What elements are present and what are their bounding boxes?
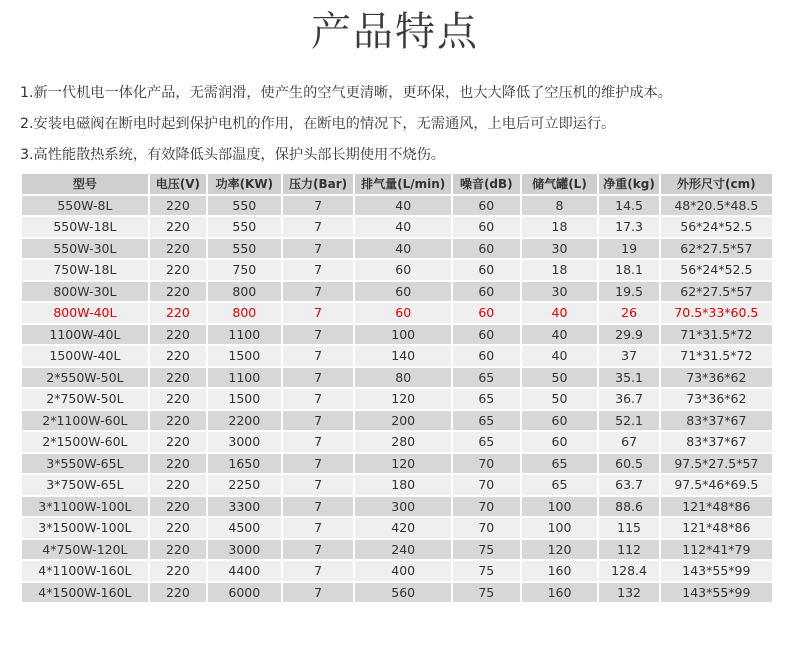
cell-power: 2250 <box>208 475 281 495</box>
cell-net-weight: 29.9 <box>599 325 658 345</box>
cell-noise: 75 <box>453 561 520 581</box>
cell-model: 1500W-40L <box>22 346 148 366</box>
feature-item: 3.高性能散热系统，有效降低头部温度，保护头部长期使用不烧伤。 <box>20 147 445 163</box>
cell-tank: 30 <box>522 282 598 302</box>
cell-dimensions: 112*41*79 <box>661 540 772 560</box>
cell-power: 550 <box>208 217 281 237</box>
cell-air-delivery: 60 <box>355 282 451 302</box>
cell-model: 550W-8L <box>22 196 148 216</box>
cell-dimensions: 56*24*52.5 <box>661 260 772 280</box>
cell-voltage: 220 <box>150 325 206 345</box>
cell-dimensions: 121*48*86 <box>661 518 772 538</box>
cell-dimensions: 62*27.5*57 <box>661 282 772 302</box>
cell-net-weight: 132 <box>599 583 658 603</box>
cell-model: 4*1500W-160L <box>22 583 148 603</box>
cell-air-delivery: 140 <box>355 346 451 366</box>
cell-pressure: 7 <box>283 518 354 538</box>
cell-air-delivery: 40 <box>355 239 451 259</box>
cell-power: 3000 <box>208 540 281 560</box>
cell-pressure: 7 <box>283 389 354 409</box>
header-dimensions: 外形尺寸(cm) <box>661 174 772 194</box>
cell-power: 1650 <box>208 454 281 474</box>
cell-pressure: 7 <box>283 217 354 237</box>
cell-voltage: 220 <box>150 346 206 366</box>
cell-tank: 18 <box>522 217 598 237</box>
cell-dimensions: 73*36*62 <box>661 368 772 388</box>
header-noise: 噪音(dB) <box>453 174 520 194</box>
cell-air-delivery: 60 <box>355 260 451 280</box>
cell-power: 6000 <box>208 583 281 603</box>
cell-noise: 60 <box>453 303 520 323</box>
cell-net-weight: 63.7 <box>599 475 658 495</box>
table-row <box>22 583 772 603</box>
cell-dimensions: 56*24*52.5 <box>661 217 772 237</box>
header-tank: 储气罐(L) <box>522 174 598 194</box>
cell-dimensions: 143*55*99 <box>661 561 772 581</box>
cell-noise: 60 <box>453 325 520 345</box>
cell-dimensions: 121*48*86 <box>661 497 772 517</box>
cell-net-weight: 112 <box>599 540 658 560</box>
table-row <box>22 561 772 581</box>
header-voltage: 电压(V) <box>150 174 206 194</box>
cell-model: 2*750W-50L <box>22 389 148 409</box>
table-row <box>22 303 772 323</box>
cell-tank: 65 <box>522 475 598 495</box>
cell-noise: 70 <box>453 475 520 495</box>
cell-net-weight: 37 <box>599 346 658 366</box>
cell-tank: 40 <box>522 346 598 366</box>
cell-noise: 60 <box>453 239 520 259</box>
cell-power: 550 <box>208 239 281 259</box>
cell-tank: 120 <box>522 540 598 560</box>
cell-dimensions: 83*37*67 <box>661 432 772 452</box>
table-row <box>22 325 772 345</box>
cell-power: 1100 <box>208 325 281 345</box>
cell-air-delivery: 560 <box>355 583 451 603</box>
cell-net-weight: 60.5 <box>599 454 658 474</box>
cell-dimensions: 97.5*27.5*57 <box>661 454 772 474</box>
cell-model: 3*1100W-100L <box>22 497 148 517</box>
cell-voltage: 220 <box>150 389 206 409</box>
cell-voltage: 220 <box>150 454 206 474</box>
table-row <box>22 217 772 237</box>
cell-air-delivery: 120 <box>355 454 451 474</box>
cell-noise: 60 <box>453 260 520 280</box>
cell-power: 4400 <box>208 561 281 581</box>
cell-model: 2*1100W-60L <box>22 411 148 431</box>
header-air-delivery: 排气量(L/min) <box>355 174 451 194</box>
cell-tank: 100 <box>522 497 598 517</box>
cell-dimensions: 71*31.5*72 <box>661 325 772 345</box>
cell-tank: 18 <box>522 260 598 280</box>
cell-voltage: 220 <box>150 583 206 603</box>
cell-noise: 75 <box>453 583 520 603</box>
cell-net-weight: 115 <box>599 518 658 538</box>
cell-air-delivery: 60 <box>355 303 451 323</box>
cell-tank: 8 <box>522 196 598 216</box>
header-pressure: 压力(Bar) <box>283 174 354 194</box>
feature-item: 2.安装电磁阀在断电时起到保护电机的作用，在断电的情况下，无需通风，上电后可立即运行。 <box>20 116 616 132</box>
cell-dimensions: 70.5*33*60.5 <box>661 303 772 323</box>
cell-air-delivery: 100 <box>355 325 451 345</box>
table-row <box>22 346 772 366</box>
cell-power: 1500 <box>208 389 281 409</box>
table-row <box>22 518 772 538</box>
cell-tank: 50 <box>522 389 598 409</box>
cell-pressure: 7 <box>283 475 354 495</box>
table-row <box>22 260 772 280</box>
cell-pressure: 7 <box>283 196 354 216</box>
table-row <box>22 411 772 431</box>
table-row <box>22 196 772 216</box>
cell-air-delivery: 180 <box>355 475 451 495</box>
cell-dimensions: 143*55*99 <box>661 583 772 603</box>
cell-net-weight: 67 <box>599 432 658 452</box>
cell-dimensions: 48*20.5*48.5 <box>661 196 772 216</box>
cell-model: 750W-18L <box>22 260 148 280</box>
cell-air-delivery: 80 <box>355 368 451 388</box>
cell-dimensions: 83*37*67 <box>661 411 772 431</box>
cell-noise: 65 <box>453 411 520 431</box>
table-header-row <box>22 174 772 194</box>
cell-model: 2*1500W-60L <box>22 432 148 452</box>
cell-model: 1100W-40L <box>22 325 148 345</box>
cell-dimensions: 97.5*46*69.5 <box>661 475 772 495</box>
cell-voltage: 220 <box>150 303 206 323</box>
cell-noise: 65 <box>453 389 520 409</box>
cell-pressure: 7 <box>283 540 354 560</box>
cell-noise: 60 <box>453 282 520 302</box>
table-row <box>22 282 772 302</box>
cell-tank: 60 <box>522 411 598 431</box>
cell-air-delivery: 120 <box>355 389 451 409</box>
cell-voltage: 220 <box>150 239 206 259</box>
cell-noise: 65 <box>453 432 520 452</box>
cell-power: 2200 <box>208 411 281 431</box>
table-row <box>22 475 772 495</box>
cell-air-delivery: 300 <box>355 497 451 517</box>
cell-tank: 30 <box>522 239 598 259</box>
cell-pressure: 7 <box>283 303 354 323</box>
cell-power: 3300 <box>208 497 281 517</box>
cell-dimensions: 71*31.5*72 <box>661 346 772 366</box>
cell-model: 3*550W-65L <box>22 454 148 474</box>
cell-voltage: 220 <box>150 561 206 581</box>
cell-model: 4*750W-120L <box>22 540 148 560</box>
cell-air-delivery: 240 <box>355 540 451 560</box>
cell-voltage: 220 <box>150 497 206 517</box>
cell-voltage: 220 <box>150 260 206 280</box>
cell-pressure: 7 <box>283 325 354 345</box>
table-row <box>22 454 772 474</box>
cell-air-delivery: 200 <box>355 411 451 431</box>
cell-noise: 70 <box>453 518 520 538</box>
header-power: 功率(KW) <box>208 174 281 194</box>
cell-power: 800 <box>208 282 281 302</box>
cell-model: 800W-30L <box>22 282 148 302</box>
table-row <box>22 368 772 388</box>
cell-net-weight: 36.7 <box>599 389 658 409</box>
cell-voltage: 220 <box>150 540 206 560</box>
cell-voltage: 220 <box>150 475 206 495</box>
cell-dimensions: 62*27.5*57 <box>661 239 772 259</box>
cell-pressure: 7 <box>283 411 354 431</box>
cell-air-delivery: 40 <box>355 217 451 237</box>
cell-pressure: 7 <box>283 282 354 302</box>
cell-net-weight: 14.5 <box>599 196 658 216</box>
table-row <box>22 540 772 560</box>
cell-net-weight: 19 <box>599 239 658 259</box>
table-row <box>22 389 772 409</box>
cell-tank: 50 <box>522 368 598 388</box>
cell-power: 4500 <box>208 518 281 538</box>
cell-model: 800W-40L <box>22 303 148 323</box>
cell-pressure: 7 <box>283 239 354 259</box>
cell-tank: 40 <box>522 325 598 345</box>
cell-noise: 70 <box>453 497 520 517</box>
header-model: 型号 <box>22 174 148 194</box>
cell-net-weight: 17.3 <box>599 217 658 237</box>
cell-power: 750 <box>208 260 281 280</box>
table-body <box>22 196 772 603</box>
cell-power: 1100 <box>208 368 281 388</box>
cell-tank: 40 <box>522 303 598 323</box>
cell-model: 4*1100W-160L <box>22 561 148 581</box>
cell-power: 1500 <box>208 346 281 366</box>
cell-tank: 65 <box>522 454 598 474</box>
cell-tank: 160 <box>522 583 598 603</box>
cell-air-delivery: 400 <box>355 561 451 581</box>
cell-pressure: 7 <box>283 368 354 388</box>
cell-noise: 60 <box>453 217 520 237</box>
cell-air-delivery: 420 <box>355 518 451 538</box>
cell-net-weight: 35.1 <box>599 368 658 388</box>
cell-tank: 160 <box>522 561 598 581</box>
cell-voltage: 220 <box>150 432 206 452</box>
cell-pressure: 7 <box>283 454 354 474</box>
cell-pressure: 7 <box>283 346 354 366</box>
cell-pressure: 7 <box>283 260 354 280</box>
cell-noise: 65 <box>453 368 520 388</box>
cell-net-weight: 19.5 <box>599 282 658 302</box>
spec-table <box>20 172 774 604</box>
cell-voltage: 220 <box>150 411 206 431</box>
cell-air-delivery: 40 <box>355 196 451 216</box>
table-row <box>22 239 772 259</box>
cell-model: 3*1500W-100L <box>22 518 148 538</box>
cell-net-weight: 88.6 <box>599 497 658 517</box>
header-net-weight: 净重(kg) <box>599 174 658 194</box>
cell-voltage: 220 <box>150 282 206 302</box>
cell-dimensions: 73*36*62 <box>661 389 772 409</box>
cell-net-weight: 18.1 <box>599 260 658 280</box>
cell-net-weight: 26 <box>599 303 658 323</box>
table-row <box>22 432 772 452</box>
cell-voltage: 220 <box>150 518 206 538</box>
cell-pressure: 7 <box>283 561 354 581</box>
cell-noise: 70 <box>453 454 520 474</box>
cell-voltage: 220 <box>150 196 206 216</box>
cell-tank: 60 <box>522 432 598 452</box>
table-row <box>22 497 772 517</box>
cell-noise: 75 <box>453 540 520 560</box>
cell-air-delivery: 280 <box>355 432 451 452</box>
page-title: 产品特点 <box>311 9 479 55</box>
feature-item: 1.新一代机电一体化产品，无需润滑，使产生的空气更清晰，更环保，也大大降低了空压机的维护成本。 <box>20 85 672 101</box>
cell-voltage: 220 <box>150 368 206 388</box>
cell-noise: 60 <box>453 346 520 366</box>
cell-model: 2*550W-50L <box>22 368 148 388</box>
cell-pressure: 7 <box>283 583 354 603</box>
cell-power: 550 <box>208 196 281 216</box>
cell-power: 800 <box>208 303 281 323</box>
cell-model: 3*750W-65L <box>22 475 148 495</box>
cell-noise: 60 <box>453 196 520 216</box>
cell-tank: 100 <box>522 518 598 538</box>
cell-model: 550W-30L <box>22 239 148 259</box>
cell-pressure: 7 <box>283 497 354 517</box>
cell-power: 3000 <box>208 432 281 452</box>
cell-model: 550W-18L <box>22 217 148 237</box>
cell-pressure: 7 <box>283 432 354 452</box>
cell-net-weight: 128.4 <box>599 561 658 581</box>
cell-net-weight: 52.1 <box>599 411 658 431</box>
feature-list <box>20 78 780 171</box>
cell-voltage: 220 <box>150 217 206 237</box>
